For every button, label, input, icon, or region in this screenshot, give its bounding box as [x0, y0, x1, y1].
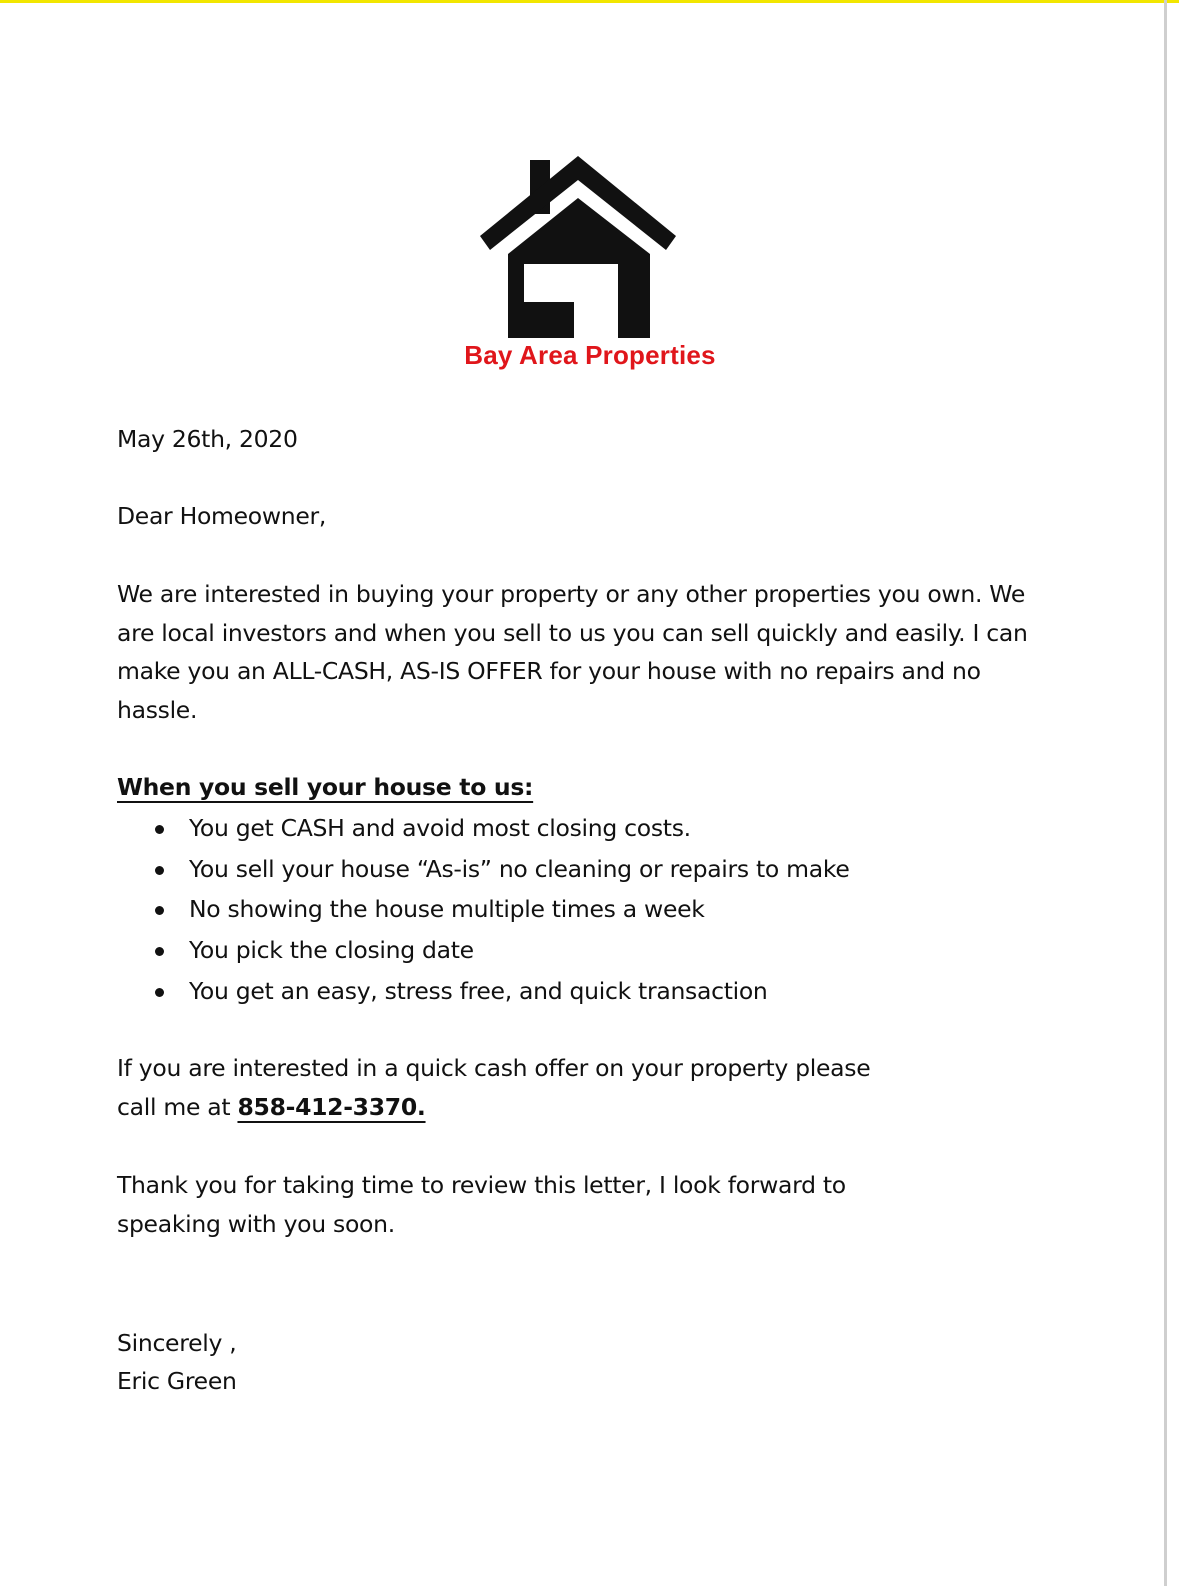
- bullet-icon: [155, 947, 164, 956]
- brand-name: Bay Area Properties: [464, 340, 716, 370]
- list-item: [117, 930, 1077, 971]
- cta-prefix: call me at: [117, 1092, 238, 1121]
- thanks-paragraph: [117, 1166, 1017, 1243]
- benefit-text: You sell your house “As-is” no cleaning or repairs to make: [189, 854, 850, 883]
- closing: Sincerely ,: [117, 1328, 237, 1357]
- cta-line-1: If you are interested in a quick cash offer on your property please: [117, 1054, 871, 1083]
- list-item: [117, 971, 1077, 1012]
- page-edge: [1164, 0, 1167, 1586]
- letter-body: [117, 420, 1077, 1401]
- benefits-heading: When you sell your house to us:: [117, 772, 534, 801]
- benefit-text: You get CASH and avoid most closing costs.: [189, 814, 691, 843]
- list-item: [117, 889, 1077, 930]
- salutation: Dear Homeowner,: [117, 501, 327, 530]
- benefit-text: You pick the closing date: [189, 935, 474, 964]
- bullet-icon: [155, 906, 164, 915]
- phone-number: 858-412-3370.: [237, 1092, 426, 1121]
- intro-paragraph: We are interested in buying your property or any other properties you own. We are local investors and when you sell to us you can sell quickly and easily. I can make you an ALL-CASH, AS-IS OFFER for your house with no repairs and no hassle.: [117, 580, 1028, 724]
- top-highlight-strip: [0, 0, 1179, 3]
- house-icon: [470, 152, 690, 344]
- company-logo: [470, 152, 690, 344]
- thanks-line-1: Thank you for taking time to review this letter, I look forward to: [117, 1171, 846, 1200]
- list-item: [117, 808, 1077, 849]
- benefits-list: [117, 808, 1077, 1011]
- list-item: [117, 849, 1077, 890]
- thanks-line-2: speaking with you soon.: [117, 1209, 395, 1238]
- benefit-text: No showing the house multiple times a week: [189, 895, 705, 924]
- call-to-action: [117, 1049, 1017, 1126]
- signer-name: Eric Green: [117, 1367, 237, 1396]
- bullet-icon: [155, 825, 164, 834]
- bullet-icon: [155, 866, 164, 875]
- benefit-text: You get an easy, stress free, and quick transaction: [189, 976, 768, 1005]
- bullet-icon: [155, 988, 164, 997]
- letter-date: May 26th, 2020: [117, 425, 298, 453]
